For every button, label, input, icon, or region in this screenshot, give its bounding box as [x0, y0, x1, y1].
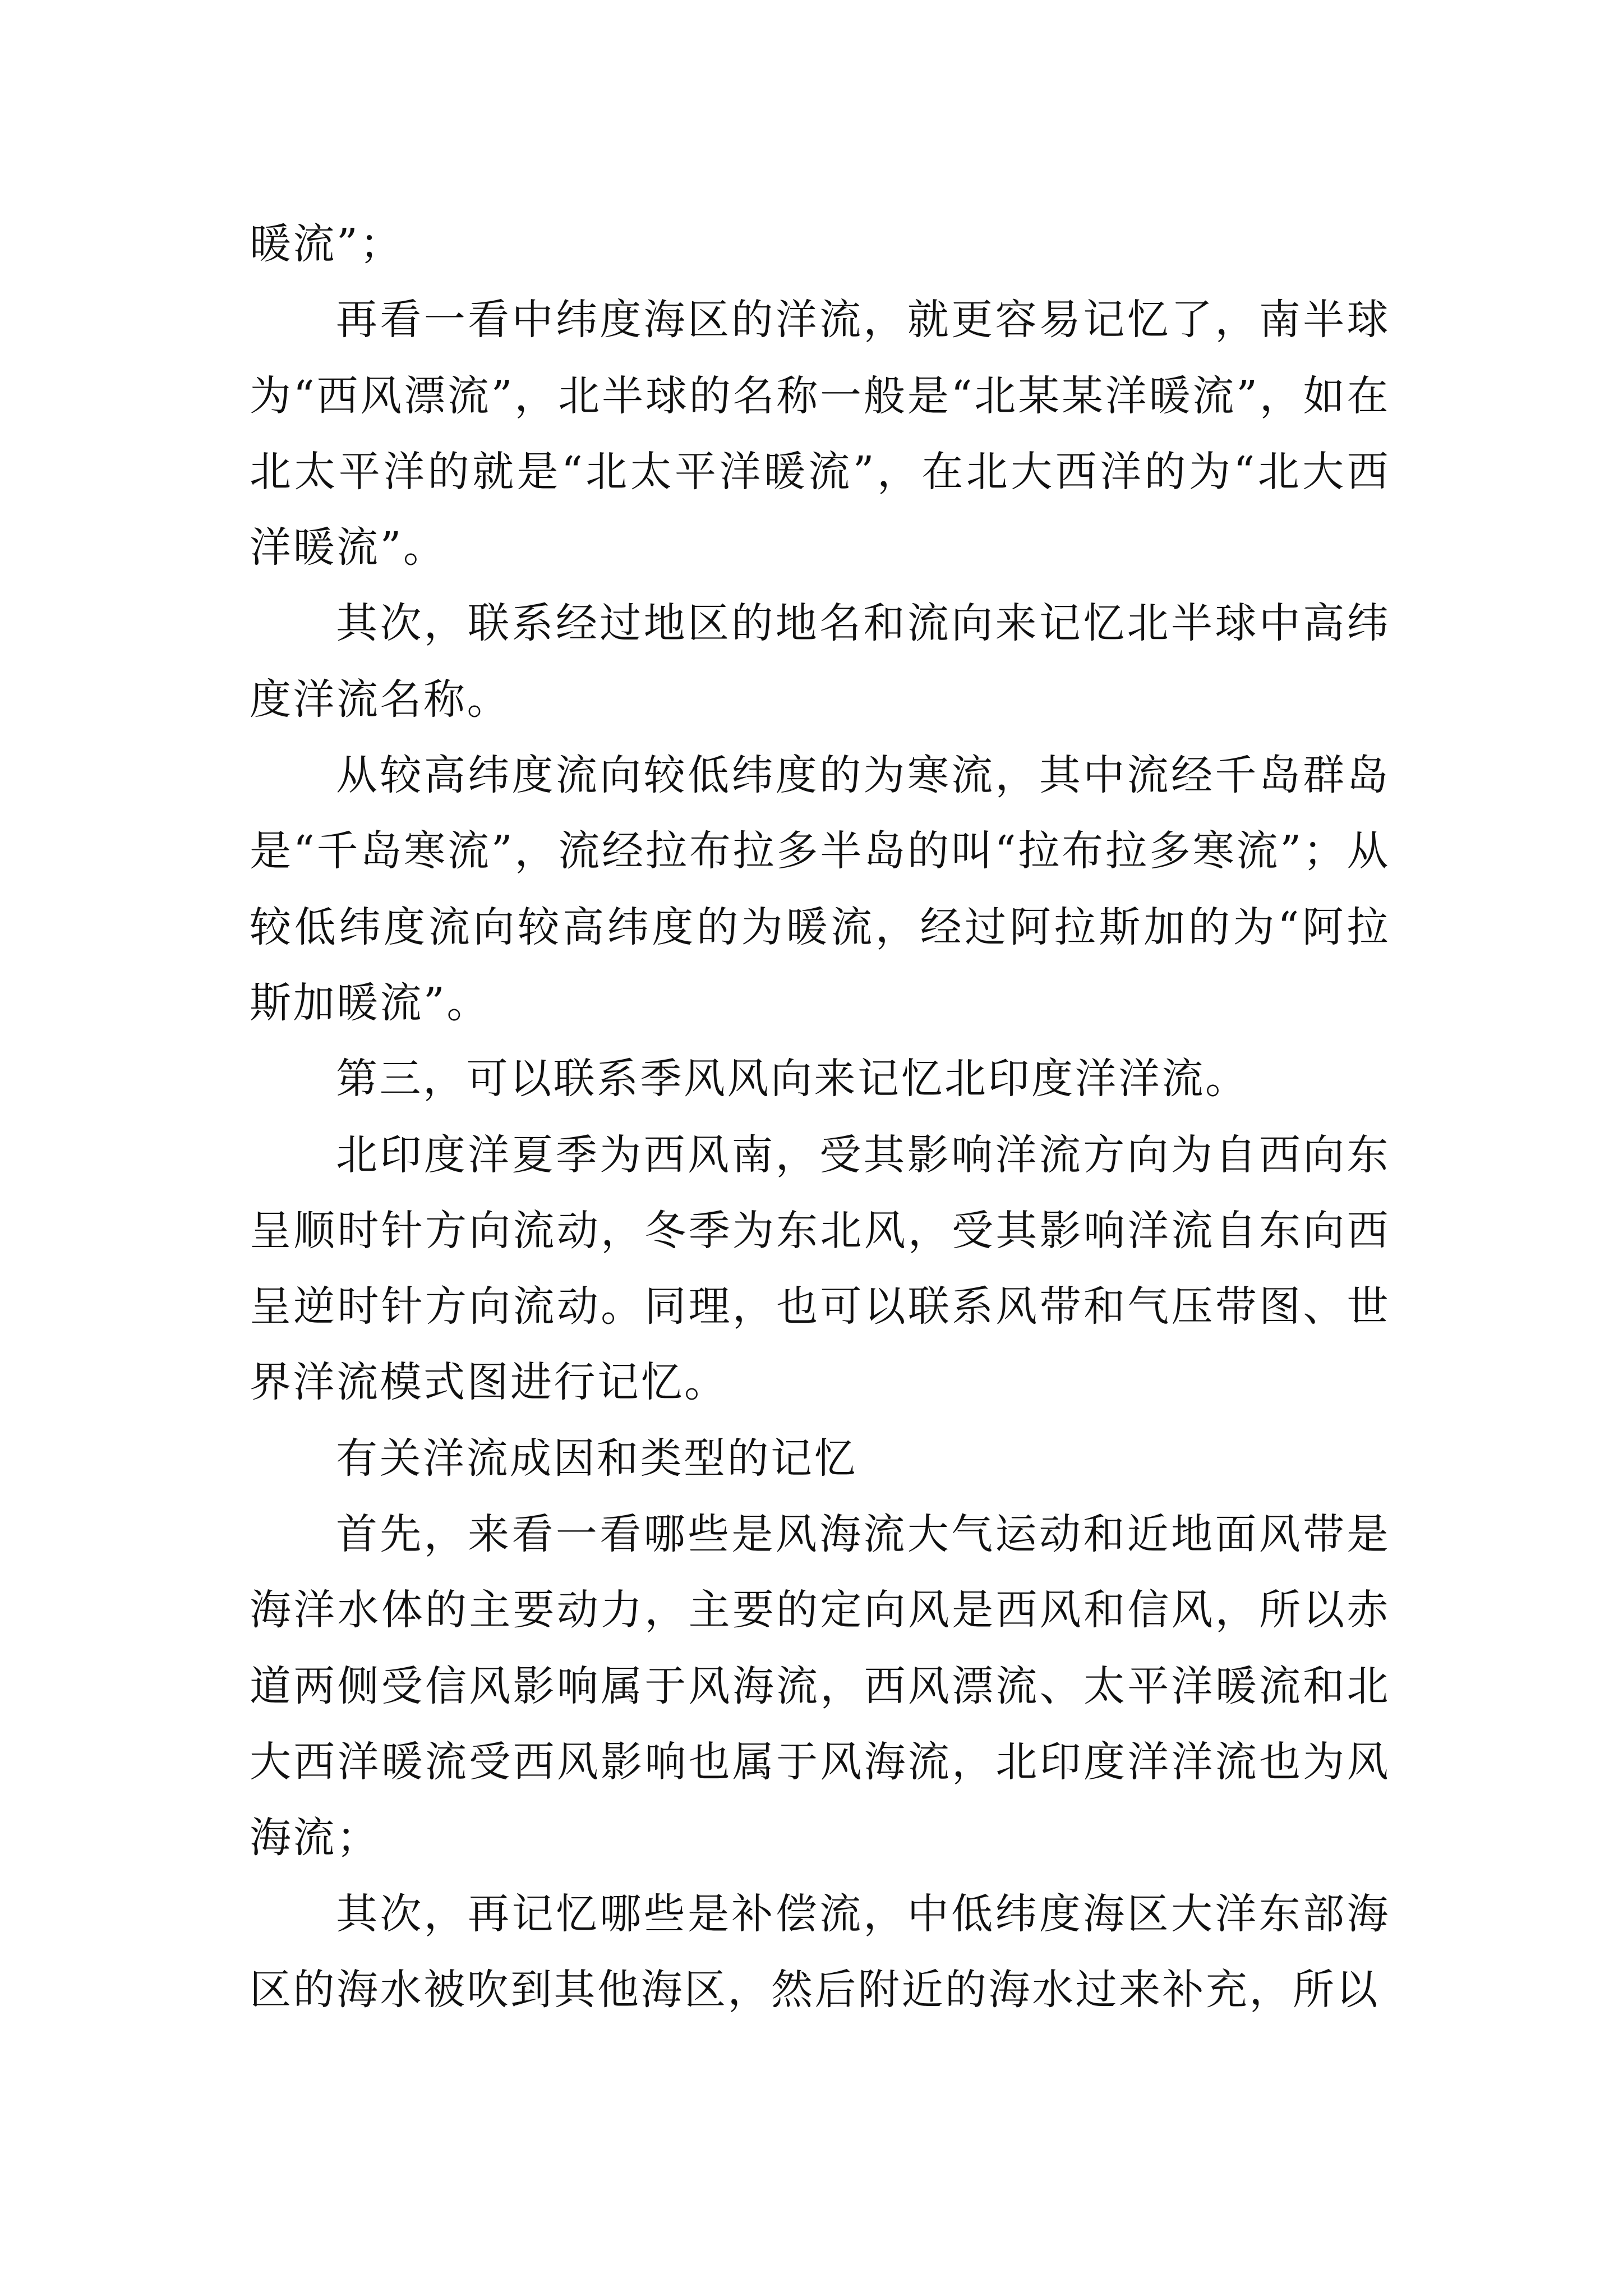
section-heading: 有关洋流成因和类型的记忆: [336, 1434, 857, 1483]
paragraph-2: 再看一看中纬度海区的洋流，就更容易记忆了，南半球为“西风漂流”，北半球的名称一般是“北某某洋暖流”，如在北太平洋的就是“北太平洋暖流”，在北大西洋的为“北大西洋暖流”。: [250, 296, 1390, 572]
paragraph-1: 暖流”；: [250, 220, 403, 268]
document-body: [250, 206, 1390, 2028]
paragraph-8: 其次，再记忆哪些是补偿流，中低纬度海区大洋东部海区的海水被吹到其他海区，然后附近的海水过来补充，所以: [250, 1889, 1390, 2014]
paragraph-5: 第三，可以联系季风风向来记忆北印度洋洋流。: [336, 1055, 1249, 1103]
paragraph-7: 首先，来看一看哪些是风海流大气运动和近地面风带是海洋水体的主要动力，主要的定向风是西风和信风，所以赤道两侧受信风影响属于风海流，西风漂流、太平洋暖流和北大西洋暖流受西风影响也属于风海流，北印度洋洋流也为风海流；: [250, 1510, 1390, 1862]
paragraph-6: 北印度洋夏季为西风南，受其影响洋流方向为自西向东呈顺时针方向流动，冬季为东北风，受其影响洋流自东向西呈逆时针方向流动。同理，也可以联系风带和气压带图、世界洋流模式图进行记忆。: [250, 1130, 1390, 1407]
paragraph-4: 从较高纬度流向较低纬度的为寒流，其中流经千岛群岛是“千岛寒流”，流经拉布拉多半岛的叫“拉布拉多寒流”；从较低纬度流向较高纬度的为暖流，经过阿拉斯加的为“阿拉斯加暖流”。: [250, 751, 1390, 1027]
paragraph-3: 其次，联系经过地区的地名和流向来记忆北半球中高纬度洋流名称。: [250, 599, 1390, 724]
